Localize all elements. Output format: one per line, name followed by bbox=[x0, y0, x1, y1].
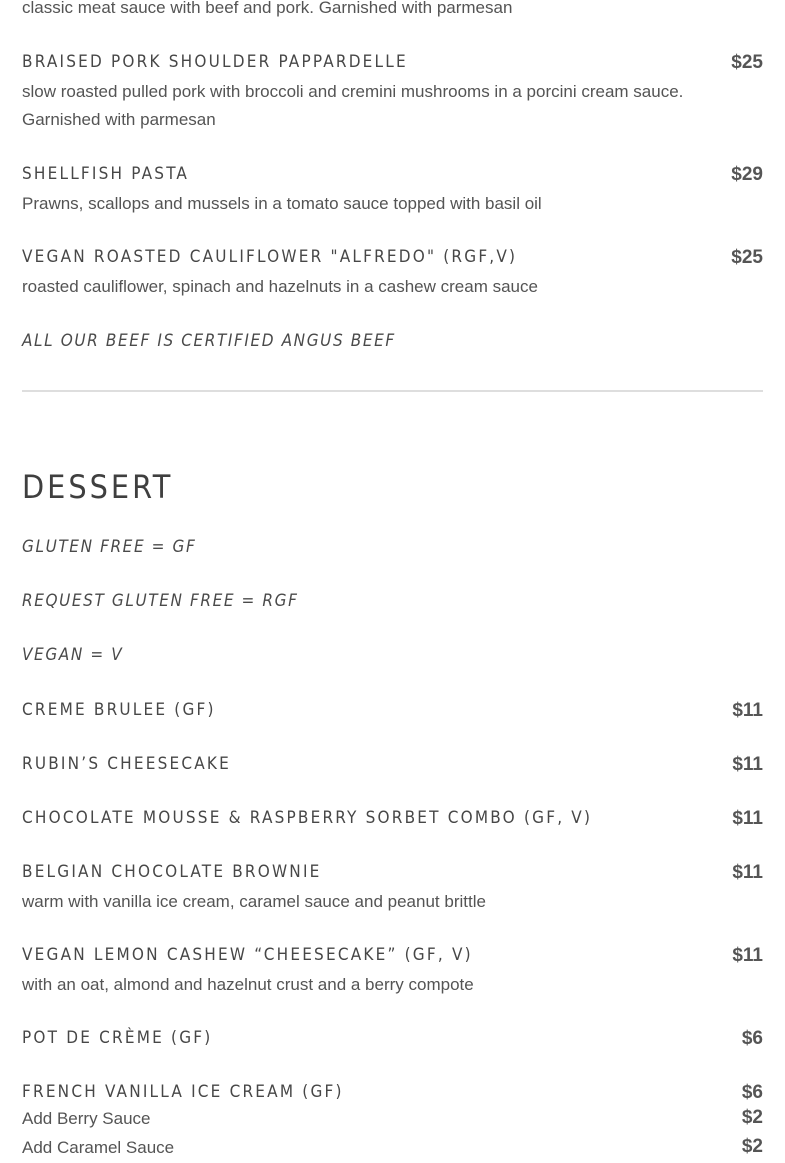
item-price: $11 bbox=[732, 754, 763, 775]
item-price: $6 bbox=[741, 1028, 763, 1049]
menu-item bbox=[22, 247, 763, 297]
menu-item bbox=[22, 945, 763, 995]
item-description: with an oat, almond and hazelnut crust and a berry compote bbox=[22, 975, 474, 994]
section-title: DESSERT bbox=[22, 468, 174, 506]
item-name: POT DE CRÈME (GF) bbox=[22, 1028, 213, 1048]
menu-item bbox=[22, 862, 763, 912]
item-description: roasted cauliflower, spinach and hazelnuts in a cashew cream sauce bbox=[22, 277, 538, 296]
menu-item bbox=[22, 700, 763, 726]
legend-item: REQUEST GLUTEN FREE = RGF bbox=[22, 591, 299, 611]
item-price: $11 bbox=[732, 808, 763, 829]
menu-item bbox=[22, 164, 763, 214]
legend-item: GLUTEN FREE = GF bbox=[22, 537, 197, 557]
menu-item bbox=[22, 808, 763, 834]
menu-item bbox=[22, 52, 763, 132]
item-name: CREME BRULEE (GF) bbox=[22, 700, 216, 720]
item-name: BELGIAN CHOCOLATE BROWNIE bbox=[22, 862, 322, 882]
addon-label: Add Berry Sauce bbox=[22, 1109, 151, 1128]
menu-item bbox=[22, 1082, 763, 1108]
menu-item bbox=[22, 1028, 763, 1054]
item-name: SHELLFISH PASTA bbox=[22, 164, 190, 184]
item-description: warm with vanilla ice cream, caramel sauce and peanut brittle bbox=[22, 892, 486, 911]
item-price: $6 bbox=[741, 1082, 763, 1103]
legend-item: VEGAN = V bbox=[22, 645, 124, 665]
item-price: $11 bbox=[732, 700, 763, 721]
item-name: RUBIN’S CHEESECAKE bbox=[22, 754, 232, 774]
item-price: $25 bbox=[731, 52, 763, 73]
item-description: slow roasted pulled pork with broccoli and cremini mushrooms in a porcini cream sauce. Garnished with parmesan bbox=[22, 82, 684, 129]
item-name: VEGAN ROASTED CAULIFLOWER "ALFREDO" (RGF,V) bbox=[22, 247, 518, 267]
item-price: $29 bbox=[731, 164, 763, 185]
section-divider bbox=[22, 390, 763, 392]
beef-note: ALL OUR BEEF IS CERTIFIED ANGUS BEEF bbox=[22, 331, 396, 351]
item-price: $11 bbox=[732, 945, 763, 966]
item-description: Prawns, scallops and mussels in a tomato sauce topped with basil oil bbox=[22, 194, 542, 213]
item-name: FRENCH VANILLA ICE CREAM (GF) bbox=[22, 1082, 344, 1102]
item-price: $25 bbox=[731, 247, 763, 268]
menu-page bbox=[22, 0, 763, 1163]
item-price: $11 bbox=[732, 862, 763, 883]
addon-label: Add Caramel Sauce bbox=[22, 1138, 175, 1157]
menu-item bbox=[22, 754, 763, 780]
item-name: CHOCOLATE MOUSSE & RASPBERRY SORBET COMBO (GF, V) bbox=[22, 808, 593, 828]
item-name: BRAISED PORK SHOULDER PAPPARDELLE bbox=[22, 52, 408, 72]
addon-price: $2 bbox=[741, 1107, 763, 1128]
partial-item-description: classic meat sauce with beef and pork. Garnished with parmesan bbox=[22, 0, 513, 17]
addon-price: $2 bbox=[741, 1136, 763, 1157]
item-name: VEGAN LEMON CASHEW “CHEESECAKE” (GF, V) bbox=[22, 945, 473, 965]
